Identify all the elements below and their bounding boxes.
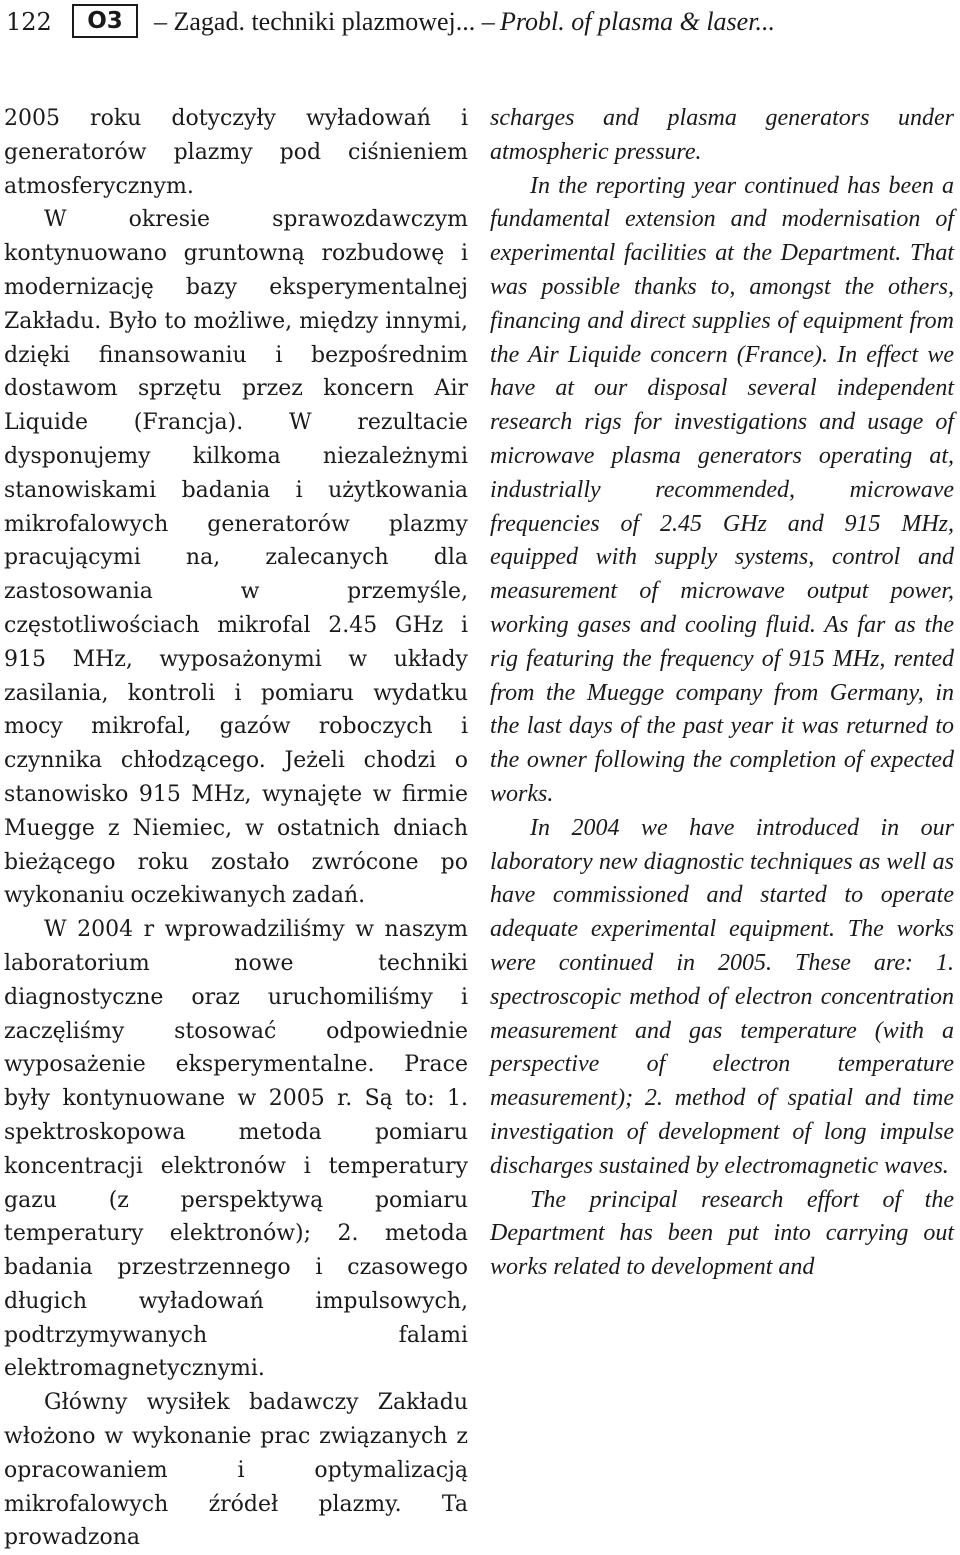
paragraph: Główny wysiłek badawczy Zakładu włożono w wykonanie prac związanych z opracowaniem i optymalizacją mikrofalowych źródeł plazmy. Ta prowadzona: [4, 1390, 468, 1551]
paragraph: In 2004 we have introduced in our laboratory new diagnostic techniques as well as have commissioned and started to operate adequate experimental equipment. The works were continued in 2005. These are: 1. spectroscopic method of electron concentration measurement and gas temperature (with a perspective of electron temperature measurement); 2. method of spatial and time investigation of development of long impulse discharges sustained by electromagnetic waves.: [490, 814, 954, 1179]
page-header: [0, 0, 960, 44]
paragraph: In the reporting year continued has been a fundamental extension and modernisation of experimental facilities at the Department. That was possible thanks to, amongst the others, financing and direct supplies of equipment from the Air Liquide concern (France). In effect we have at our disposal several independent research rigs for investigations and usage of microwave plasma generators operating at, industrially recommended, microwave frequencies of 2.45 GHz and 915 MHz, equipped with supply systems, control and measurement of microwave output power, working gases and cooling fluid. As far as the rig featuring the frequency of 915 MHz, rented from the Muegge company from Germany, in the last days of the past year it was returned to the owner following the completion of expected works.: [490, 172, 954, 807]
paragraph: 2005 roku dotyczyły wyładowań i generatorów plazmy pod ciśnieniem atmosferycznym.: [4, 106, 468, 199]
paragraph: scharges and plasma generators under atmospheric pressure.: [490, 105, 954, 165]
running-title-english: Probl. of plasma & laser...: [500, 7, 775, 36]
english-column: [490, 102, 954, 1285]
page-number: 122: [6, 8, 52, 36]
section-code-box: O3: [72, 4, 138, 38]
paragraph: The principal research effort of the Department has been put into carrying out works related to development and: [490, 1186, 954, 1281]
polish-column: [4, 102, 468, 1555]
paragraph: W okresie sprawozdawczym kontynuowano gruntowną rozbudowę i modernizację bazy eksperymentalnej Zakładu. Było to możliwe, między innymi, dzięki finansowaniu i bezpośrednim dostawom sprzętu przez koncern Air Liquide (Francja). W rezultacie dysponujemy kilkoma niezależnymi stanowiskami badania i użytkowania mikrofalowych generatorów plazmy pracującymi na, zalecanych dla zastosowania w przemyśle, częstotliwościach mikrofal 2.45 GHz i 915 MHz, wyposażonymi w układy zasilania, kontroli i pomiaru wydatku mocy mikrofal, gazów roboczych i czynnika chłodzącego. Jeżeli chodzi o stanowisko 915 MHz, wynajęte w firmie Muegge z Niemiec, w ostatnich dniach bieżącego roku zostało zwrócone po wykonaniu oczekiwanych zadań.: [4, 207, 468, 909]
running-title-polish: – Zagad. techniki plazmowej... –: [154, 7, 495, 36]
paragraph: W 2004 r wprowadziliśmy w naszym laboratorium nowe techniki diagnostyczne oraz uruchomiliśmy i zaczęliśmy stosować odpowiednie wyposażenie eksperymentalne. Prace były kontynuowane w 2005 r. Są to: 1. spektroskopowa metoda pomiaru koncentracji elektronów i temperatury gazu (z perspektywą pomiaru temperatury elektronów); 2. metoda badania przestrzennego i czasowego długich wyładowań impulsowych, podtrzymywanych falami elektromagnetycznymi.: [4, 917, 468, 1382]
